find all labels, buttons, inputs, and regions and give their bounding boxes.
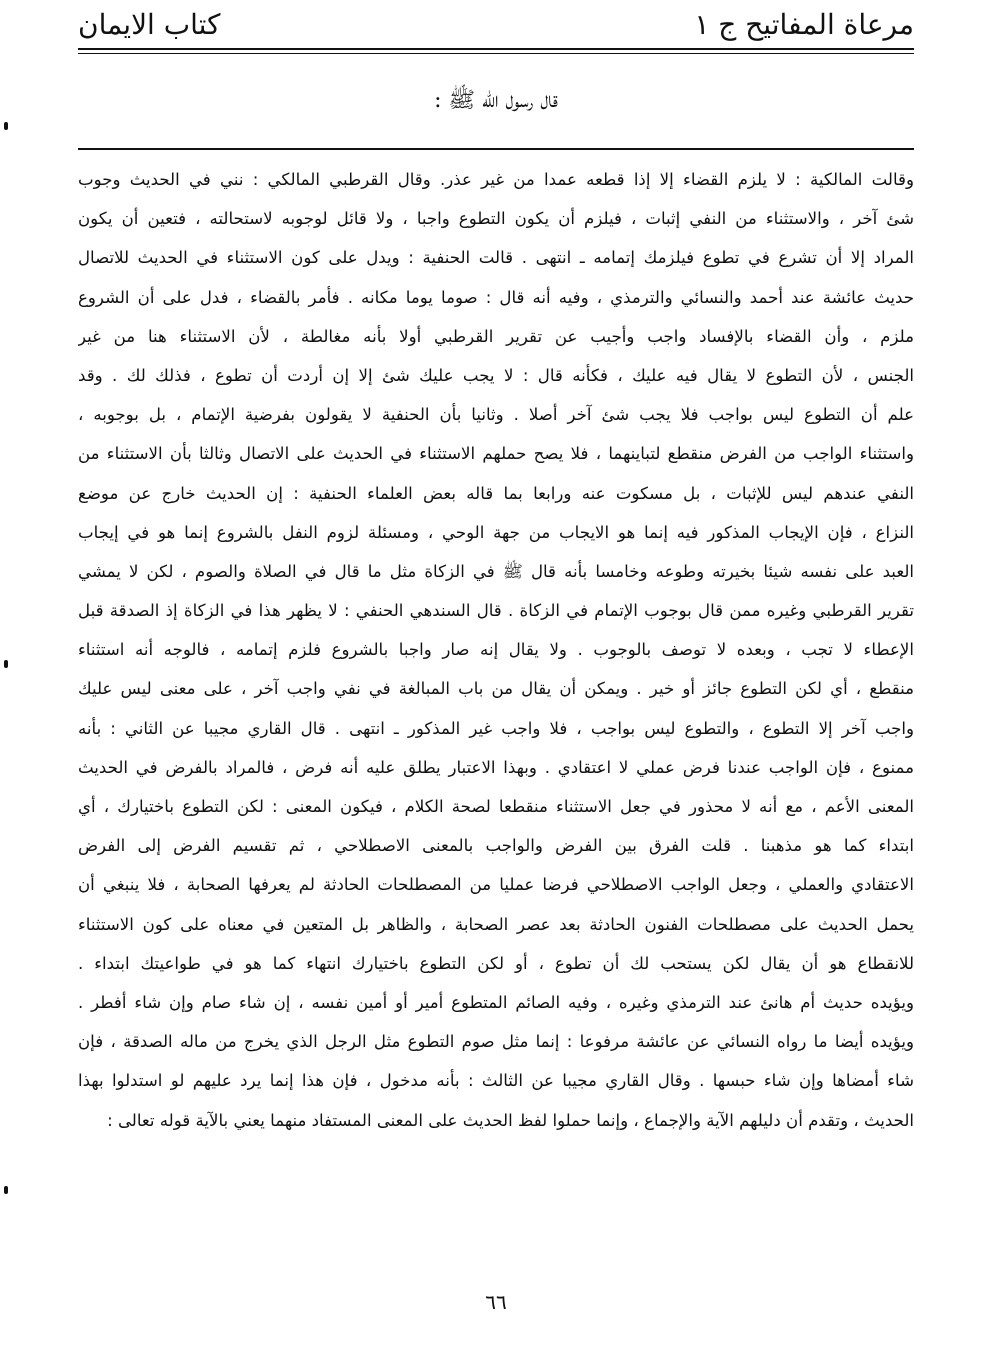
- text-line: الحديث ، وتقدم أن دليلهم الآية والإجماع ، وإنما حملوا لفظ الحديث على المعنى المستفاد منهما يعني بالآية قوله تعالى :: [107, 1110, 914, 1130]
- text-line: العبد على نفسه شيئا بخيرته وطوعه وخامسا بأنه قال ﷺ في الزكاة مثل ما قال في الصلاة والصوم ، لكن لا يمشي: [78, 561, 914, 581]
- text-line: تقرير القرطبي وغيره ممن قال بوجوب الإتمام في الزكاة . قال السندهي الحنفي : لا يظهر هذا في الزكاة إذ الصدقة قبل: [78, 601, 914, 621]
- text-line: ويؤيده أيضا ما رواه النسائي عن عائشة مرفوعا : إنما مثل صوم التطوع مثل الرجل الذي يخرج من ماله الصدقة ، فإن: [78, 1032, 914, 1052]
- text-line: الإعطاء لا تجب ، وبعده لا توصف بالوجوب . ولا يقال إنه صار واجبا بالشروع فلزم إتمامه ، فالوجه أنه استثناء: [78, 640, 914, 660]
- text-line: المعنى الأعم ، مع أنه لا محذور في جعل الاستثناء منقطعا لصحة الكلام ، فيكون المعنى : لكن التطوع باختيارك ، أي: [78, 797, 914, 816]
- text-line: ابتداء كما هو مذهبنا . قلت الفرق بين الفرض والواجب بالمعنى الاصطلاحي ، ثم تقسيم الفرض إلى الفرض: [78, 836, 914, 856]
- text-line: يحمل الحديث على مصطلحات الفنون الحادثة بعد عصر الصحابة ، والظاهر بل المتعين في معناه على كون الاستثناء: [78, 914, 914, 934]
- book-title: مرعاة المفاتيح ج ١: [694, 7, 914, 41]
- text-line: للانقطاع هو أن يقال لكن يستحب لك أن تطوع ، أو لكن التطوع باختيارك انتهاء كما هو في طواعيتك ابتداء .: [78, 953, 914, 973]
- text-line: واستثناء الواجب من الفرض منقطع لتباينهما ، فلا يصح حملهم الاستثناء في الحديث على الاتصال وثالثا بأن الاستثناء من: [78, 444, 914, 464]
- text-line: النزاع ، فإن الإيجاب المذكور فيه إنما هو الايجاب من جهة الوحي ، ومسئلة لزوم النفل بالشروع إنما هو في إيجاب: [78, 522, 914, 542]
- running-header: [78, 4, 914, 44]
- text-line: النفي عندهم ليس للإثبات ، بل مسكوت عنه ورابعا بما قاله بعض العلماء الحنفية : إن الحديث خارج عن موضع: [78, 483, 914, 503]
- header-rule-thin: [78, 53, 914, 54]
- text-line: منقطع ، أي لكن التطوع جائز أو خير . ويمكن أن يقال من باب المبالغة في نفي واجب آخر ، على معنى ليس عليك: [78, 679, 914, 699]
- text-line: ملزم ، وأن القضاء بالإفساد واجب وأجيب عن تقرير القرطبي أولا بأنه مغالطة ، لأن الاستثناء هنا من غير: [78, 326, 914, 346]
- text-line: المراد إلا أن تشرع في تطوع فيلزمك إتمامه ـ انتهى . قالت الحنفية : ويدل على كون الاستثناء في الحديث للاتصال: [78, 248, 914, 268]
- text-line: حديث عائشة عند أحمد والنسائي والترمذي ، وفيه أنه قال : صوما يوما مكانه . فأمر بالقضاء ، فدل على أن الشروع: [78, 287, 914, 307]
- margin-mark: [4, 1186, 8, 1194]
- text-line: الاعتقادي والعملي ، وجعل الواجب الاصطلاحي فرضا عمليا من المصطلحات الحادثة لم يعرفها الصحابة ، فلا ينبغي أن: [78, 875, 914, 895]
- page-number: ٦٦: [485, 1290, 507, 1314]
- text-line: علم أن التطوع ليس بواجب فلا يجب شئ آخر أصلا . وثانيا بأن الحنفية لا يقولون بفرضية الإتمام ، بل بوجوبه ،: [78, 405, 914, 425]
- text-line: ممنوع ، فإن الواجب عندنا فرض عملي لا اعتقادي . وبهذا الاعتبار يطلق عليه أنه فرض ، فالمراد بالفرض في الحديث: [78, 757, 914, 777]
- text-line: شاء أمضاها وإن شاء حبسها . وقال القاري مجيبا عن الثالث : بأنه مدخول ، فإن هذا إنما يرد عليهم لو استدلوا بهذا: [78, 1071, 914, 1091]
- text-line: واجب آخر إلا التطوع ، والتطوع ليس بواجب ، فلا واجب غير المذكور ـ انتهى . قال القاري مجيبا عن الثاني : بأنه: [78, 718, 914, 738]
- margin-mark: [4, 122, 8, 130]
- hadith-quote-line: قال رسول الله ﷺ :: [434, 88, 558, 113]
- text-line: الجنس ، لأن التطوع لا يقال فيه عليك ، فكأنه قال : لا يجب عليك شئ إلا إن أردت أن تطوع ، فذلك لك . وقد: [78, 365, 914, 385]
- margin-mark: [4, 660, 8, 668]
- commentary-body: [78, 160, 914, 1140]
- chapter-title: كتاب الايمان: [78, 7, 221, 41]
- text-line: وقالت المالكية : لا يلزم القضاء إلا إذا قطعه عمدا من غير عذر. وقال القرطبي المالكي : نني في الحديث وجوب: [78, 170, 914, 189]
- text-line: ويؤيده حديث أم هانئ عند الترمذي وغيره ، وفيه الصائم المتطوع أمير أو أمين نفسه ، إن شاء صام وإن شاء أفطر .: [78, 992, 914, 1012]
- quote-separator-rule: [78, 148, 914, 150]
- header-rule: [78, 48, 914, 50]
- text-line: شئ آخر ، والاستثناء من النفي إثبات ، فيلزم أن يكون التطوع واجبا ، ولا قائل لوجوبه لاستحالته ، فتعين أن يكون: [78, 209, 914, 229]
